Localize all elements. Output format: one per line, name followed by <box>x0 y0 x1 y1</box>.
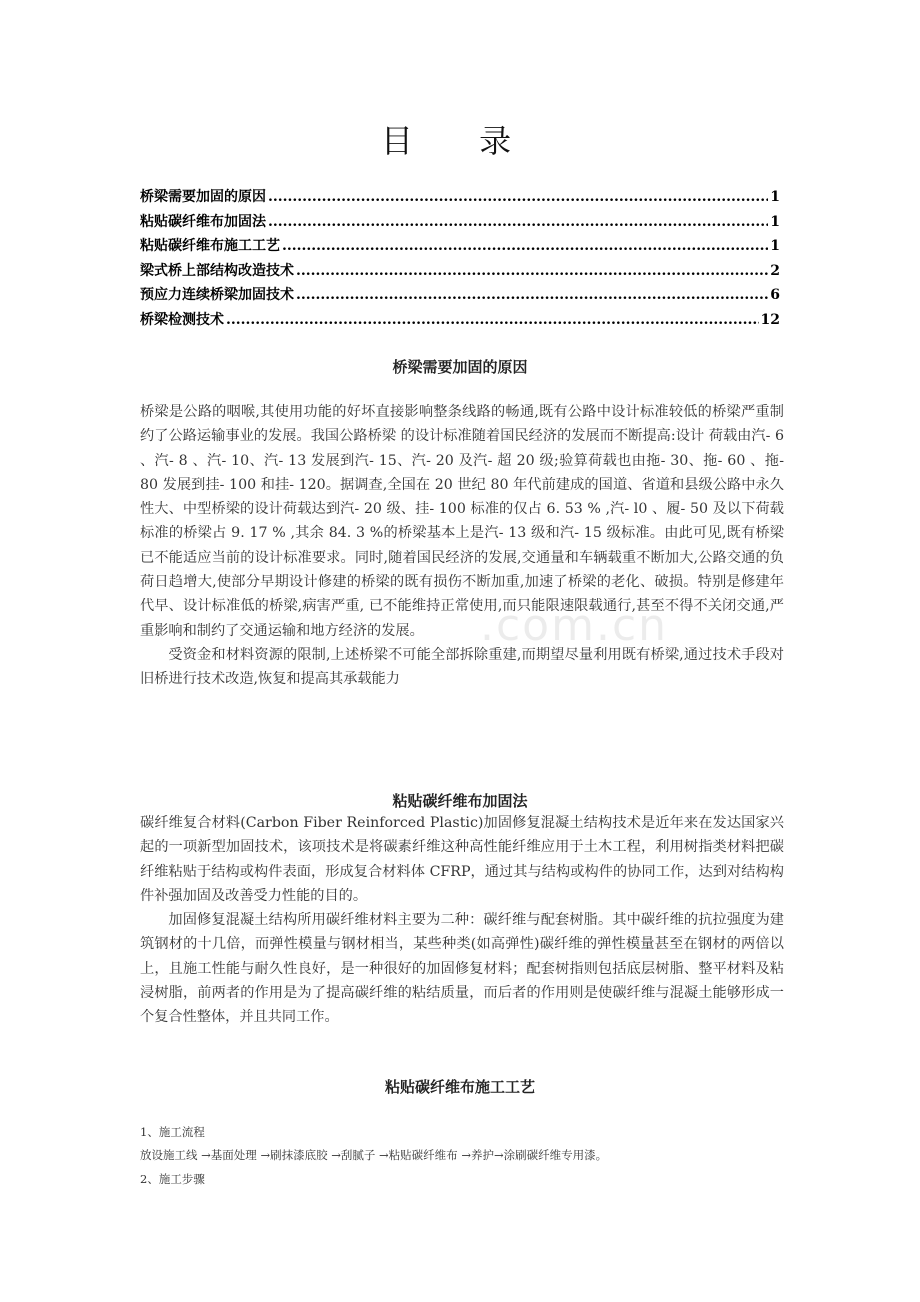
section-heading: 粘贴碳纤维布施工工艺 <box>384 1078 535 1096</box>
toc-leader-dots <box>268 189 768 205</box>
toc-entry-label: 预应力连续桥梁加固技术 <box>140 287 294 303</box>
toc-entry-page: 1 <box>770 238 780 254</box>
toc-entry-label: 桥梁检测技术 <box>140 311 224 328</box>
toc-entry-label: 梁式桥上部结构改造技术 <box>140 262 294 279</box>
section-heading: 粘贴碳纤维布加固法 <box>392 792 528 810</box>
toc-entry[interactable] <box>140 211 780 236</box>
toc-leader-dots <box>268 214 768 230</box>
toc-leader-dots <box>296 263 768 279</box>
section-heading: 桥梁需要加固的原因 <box>392 358 528 376</box>
toc-entry[interactable] <box>140 235 780 260</box>
toc-entry-page: 12 <box>760 311 780 328</box>
section-paragraph: 加固修复混凝土结构所用碳纤维材料主要为二种：碳纤维与配套树脂。其中碳纤维的抗拉强度为建筑钢材的十几倍，而弹性模量与钢材相当，某些种类(如高弹性)碳纤维的弹性模量甚至在钢材的两倍以上，且施工性能与耐久性良好，是一种很好的加固修复材料；配套树指则包括底层树脂、整平材料及粘浸树脂，前两者的作用是为了提高碳纤维的粘结质量，而后者的作用则是使碳纤维与混凝土能够形成一个复合性整体，并且共同工作。 <box>140 912 784 1026</box>
toc-leader-dots <box>282 238 768 254</box>
table-of-contents <box>140 186 780 333</box>
toc-entry[interactable] <box>140 309 780 334</box>
toc-entry-page: 2 <box>770 262 780 279</box>
toc-leader-dots <box>296 287 768 303</box>
toc-entry-label: 粘贴碳纤维布施工工艺 <box>140 238 280 254</box>
process-flow: 放设施工线 →基面处理 →刷抹漆底胶 →刮腻子 →粘贴碳纤维布 →养护→涂刷碳纤维专用漆。 <box>140 1148 608 1162</box>
section-paragraph: 受资金和材料资源的限制,上述桥梁不可能全部拆除重建,而期望尽量利用既有桥梁,通过技术手段对旧桥进行技术改造,恢复和提高其承载能力 <box>140 647 784 688</box>
document-title: 目 录 <box>380 122 540 160</box>
toc-entry-label: 粘贴碳纤维布加固法 <box>140 213 266 230</box>
watermark: .com.cn <box>480 600 669 651</box>
toc-entry-page: 6 <box>770 287 780 303</box>
toc-entry-page: 1 <box>770 213 780 230</box>
step-heading: 1、施工流程 <box>140 1125 205 1139</box>
step-heading: 2、施工步骤 <box>140 1172 205 1186</box>
toc-entry[interactable] <box>140 186 780 211</box>
section-paragraph: 桥梁是公路的咽喉,其使用功能的好坏直接影响整条线路的畅通,既有公路中设计标准较低的桥梁严重制约了公路运输事业的发展。我国公路桥梁 的设计标准随着国民经济的发展而不断提高:设计 荷载由汽- 6 、汽- 8 、汽- 10、汽- 13 发展到汽- 15、汽- 20 及汽- 超 20 级;验算荷载也由拖- 30、拖- 60 、拖- 80 发展到挂- 100 和挂- 120。据调查,全国在 20 世纪 80 年代前建成的国道、省道和县级公路中永久性大、中型桥梁的设计荷载达到汽- 20 级、挂- 100 标准的仅占 6. 53 % ,汽- l0 、履- 50 及以下荷载标准的桥梁占 9. 17 % ,其余 84. 3 %的桥梁基本上是汽- 13 级和汽- 15 级标准。由此可见,既有桥梁已不能适应当前的设计标准要求。同时,随着国民经济的发展,交通量和车辆载重不断加大,公路交通的负荷日趋增大,使部分早期设计修建的桥梁的既有损伤不断加重,加速了桥梁的老化、破损。特别是修建年代早、设计标准低的桥梁,病害严重, 已不能维持正常使用,而只能限速限载通行,甚至不得不关闭交通,严重影响和制约了交通运输和地方经济的发展。 <box>140 404 784 639</box>
toc-entry[interactable] <box>140 284 780 309</box>
toc-entry-page: 1 <box>770 189 780 205</box>
section-paragraph: 碳纤维复合材料(Carbon Fiber Reinforced Plastic)加固修复混凝土结构技术是近年来在发达国家兴起的一项新型加固技术，该项技术是将碳素纤维这种高性能纤维应用于土木工程，利用树指类材料把碳纤维粘贴于结构或构件表面，形成复合材料体 CFRP，通过其与结构或构件的协同工作，达到对结构构件补强加固及改善受力性能的目的。 <box>140 815 784 904</box>
toc-entry[interactable] <box>140 260 780 285</box>
toc-entry-label: 桥梁需要加固的原因 <box>140 189 266 205</box>
toc-leader-dots <box>226 312 759 328</box>
